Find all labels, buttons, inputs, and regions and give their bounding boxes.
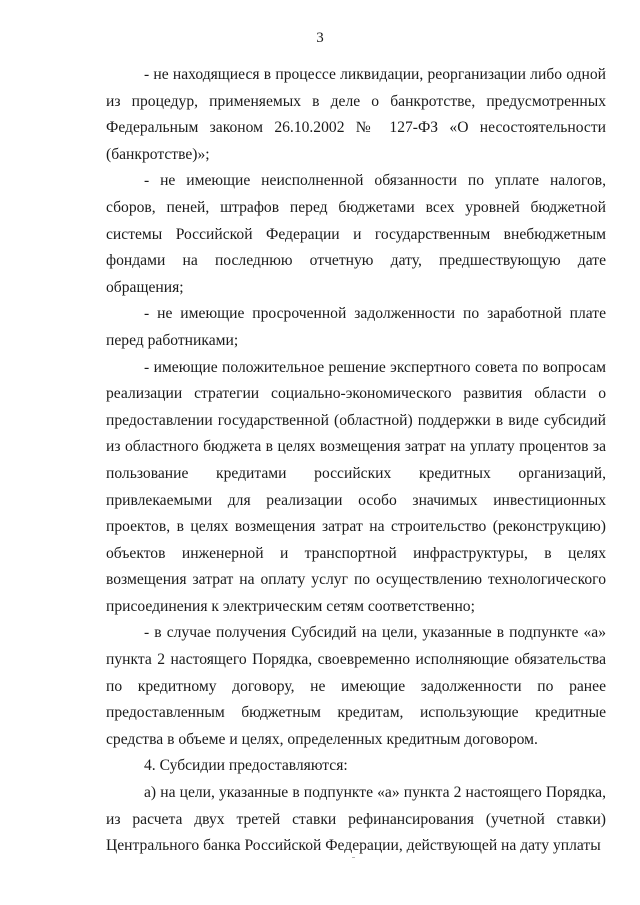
paragraph-expert-council-decision: - имеющие положительное решение экспертного совета по вопросам реализации стратегии социально-экономического развития области о предоставлении государственной (областной) поддержки в виде субсидий из областного бюджета в целях возмещения затрат на уплату процентов за пользование кредитами российских кредитных организаций, привлекаемыми для реализации особо значимых инвестиционных проектов, в целях возмещения затрат на строительство (реконструкцию) объектов инженерной и транспортной инфраструктуры, в целях возмещения затрат на оплату услуг по осуществлению технологического присоединения к электрическим сетям соответственно;	[106, 358, 606, 615]
page-number: 3	[316, 30, 324, 46]
paragraph-subsidy-calculation: а) на цели, указанные в подпункте «а» пункта 2 настоящего Порядка, из расчета двух третей ставки рефинансирования (учетной ставки) Центрального банка Российской Федерации, действующей на дату уплаты	[106, 784, 606, 855]
paragraph-no-tax-debt: - не имеющие неисполненной обязанности по уплате налогов, сборов, пеней, штрафов перед бюджетами всех уровней бюджетной системы Российской Федерации и государственным внебюджетным фондами на последнюю отчетную дату, предшествующую дате обращения;	[106, 172, 606, 296]
document-body	[106, 62, 606, 860]
paragraph-no-wage-arrears: - не имеющие просроченной задолженности по заработной плате перед работниками;	[106, 305, 606, 349]
paragraph-not-in-liquidation: - не находящиеся в процессе ликвидации, реорганизации либо одной из процедур, применяемых в деле о банкротстве, предусмотренных Федеральным законом 26.10.2002 № 127-ФЗ «О несостоятельности (банкротстве)»;	[106, 66, 606, 163]
paragraph-subsidies-heading: 4. Субсидии предоставляются:	[144, 757, 348, 775]
scan-dot-mark	[352, 857, 355, 858]
paragraph-credit-obligations: - в случае получения Субсидий на цели, указанные в подпункте «а» пункта 2 настоящего Порядка, своевременно исполняющие обязательства по кредитному договору, не имеющие задолженности по ранее предоставленным бюджетным кредитам, использующие кредитные средства в объеме и целях, определенных кредитным договором.	[106, 624, 606, 748]
